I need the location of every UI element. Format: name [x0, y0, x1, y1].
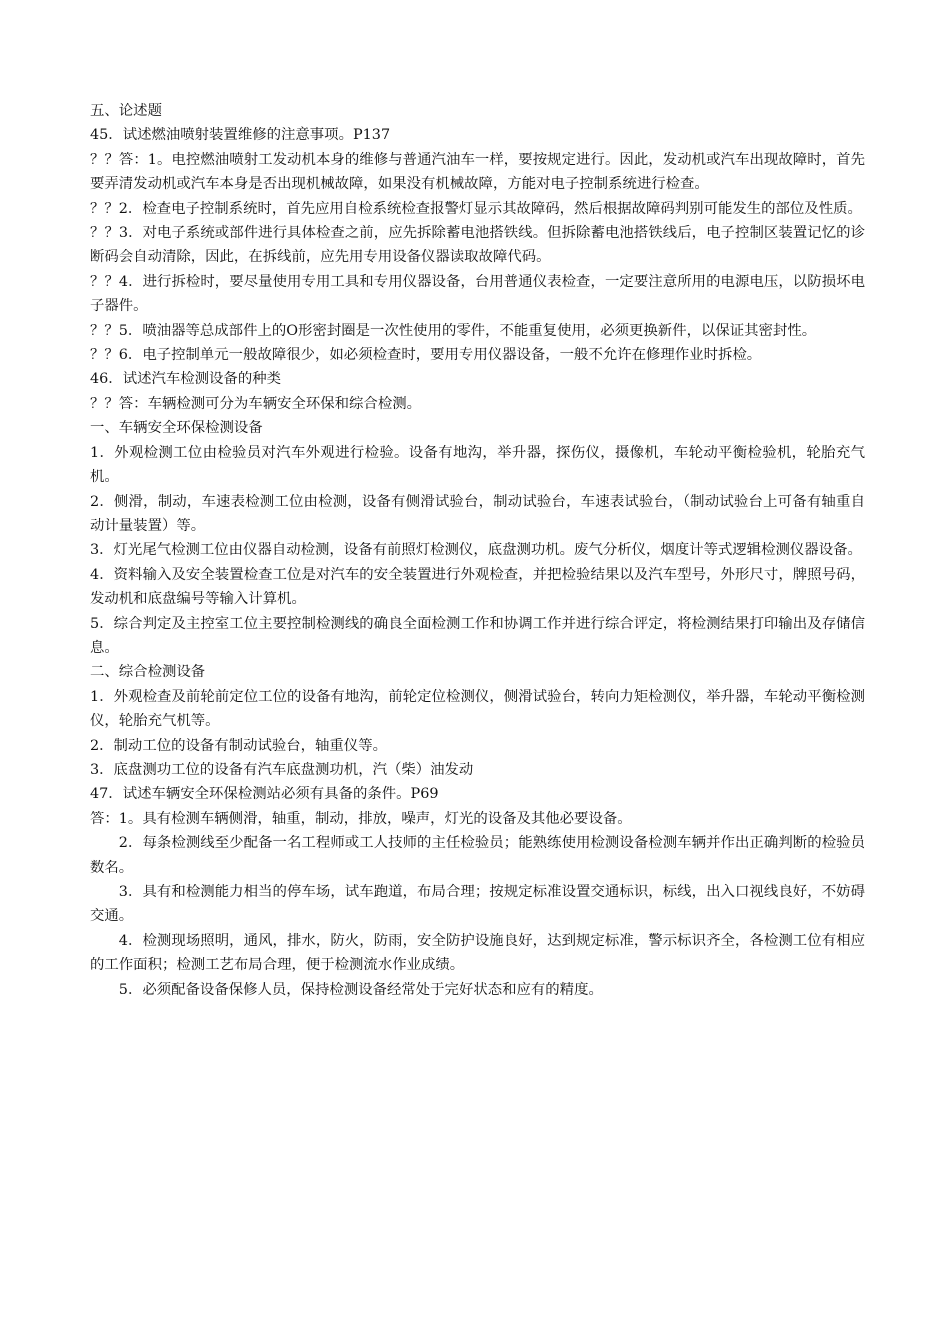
q46-part1-item-4: 4．资料输入及安全装置检查工位是对汽车的安全装置进行外观检查，并把检验结果以及汽车型号，外形尺寸，牌照号码，发动机和底盘编号等输入计算机。: [90, 566, 865, 608]
q46-part1-item-2: 2．侧滑，制动，车速表检测工位由检测，设备有侧滑试验台，制动试验台，车速表试验台，（制动试验台上可备有轴重自动计量装置）等。: [90, 493, 865, 534]
question-47: 47．试述车辆安全环保检测站必须有具备的条件。P69: [90, 786, 439, 803]
q46-part1-item-5: 5．综合判定及主控室工位主要控制检测线的确良全面检测工作和协调工作并进行综合评定，将检测结果打印输出及存储信息。: [90, 615, 865, 656]
document-page: [90, 99, 865, 1002]
q47-answer-4: 4．检测现场照明，通风，排水，防火，防雨，安全防护设施良好，达到规定标准，警示标识齐全，各检测工位有相应的工作面积；检测工艺布局合理，便于检测流水作业成绩。: [90, 932, 865, 974]
q46-part2-item-3: 3．底盘测功工位的设备有汽车底盘测功机，汽（柴）油发动: [90, 761, 474, 778]
q46-part2-item-2: 2．制动工位的设备有制动试验台，轴重仪等。: [90, 737, 387, 754]
q45-answer-5: ？？5．喷油器等总成部件上的O形密封圈是一次性使用的零件，不能重复使用，必须更换新件，以保证其密封性。: [90, 322, 817, 339]
q45-answer-2: ？？2．检查电子控制系统时，首先应用自检系统检查报警灯显示其故障码，然后根据故障码判别可能发生的部位及性质。: [90, 200, 862, 217]
q46-part2-heading: 二、综合检测设备: [90, 664, 206, 681]
q47-answer-2: 2．每条检测线至少配备一名工程师或工人技师的主任检验员；能熟练使用检测设备检测车辆并作出正确判断的检验员数名。: [90, 835, 865, 876]
q45-answer-6: ？？6．电子控制单元一般故障很少，如必须检查时，要用专用仪器设备，一般不允许在修理作业时拆检。: [90, 347, 762, 364]
question-46: 46．试述汽车检测设备的种类: [90, 371, 281, 388]
q45-answer-1: ？？答：1。电控燃油喷射工发动机本身的维修与普通汽油车一样，要按规定进行。因此，发动机或汽车出现故障时，首先要弄清发动机或汽车本身是否出现机械故障，如果没有机械故障，方能对电子控制系统进行检查。: [90, 151, 865, 193]
section-heading: 五、论述题: [90, 103, 162, 119]
q46-part1-item-3: 3．灯光尾气检测工位由仪器自动检测，设备有前照灯检测仪，底盘测功机。废气分析仪，烟度计等式逻辑检测仪器设备。: [90, 542, 862, 559]
q47-answer-3: 3．具有和检测能力相当的停车场，试车跑道，布局合理；按规定标准设置交通标识，标线，出入口视线良好，不妨碍交通。: [90, 884, 865, 925]
q46-answer: ？？答：车辆检测可分为车辆安全环保和综合检测。: [90, 395, 421, 412]
question-45: 45．试述燃油喷射装置维修的注意事项。P137: [90, 127, 391, 144]
q46-part1-item-1: 1．外观检测工位由检验员对汽车外观进行检验。设备有地沟，举升器，探伤仪，摄像机，车轮动平衡检验机，轮胎充气机。: [90, 444, 865, 486]
q45-answer-3: ？？3．对电子系统或部件进行具体检查之前，应先拆除蓄电池搭铁线。但拆除蓄电池搭铁线后，电子控制区装置记忆的诊断码会自动清除，因此，在拆线前，应先用专用设备仪器读取故障代码。: [90, 225, 865, 266]
q46-part1-heading: 一、车辆安全环保检测设备: [90, 420, 263, 437]
q46-part2-item-1: 1．外观检查及前轮前定位工位的设备有地沟，前轮定位检测仪，侧滑试验台，转向力矩检测仪，举升器，车轮动平衡检测仪，轮胎充气机等。: [90, 688, 865, 730]
q45-answer-4: ？？4．进行拆检时，要尽量使用专用工具和专用仪器设备，台用普通仪表检查，一定要注意所用的电源电压，以防损坏电子器件。: [90, 273, 865, 315]
q47-answer-5: 5．必须配备设备保修人员，保持检测设备经常处于完好状态和应有的精度。: [118, 981, 603, 998]
q47-answer-1: 答：1。具有检测车辆侧滑，轴重，制动，排放，噪声，灯光的设备及其他必要设备。: [90, 810, 632, 827]
